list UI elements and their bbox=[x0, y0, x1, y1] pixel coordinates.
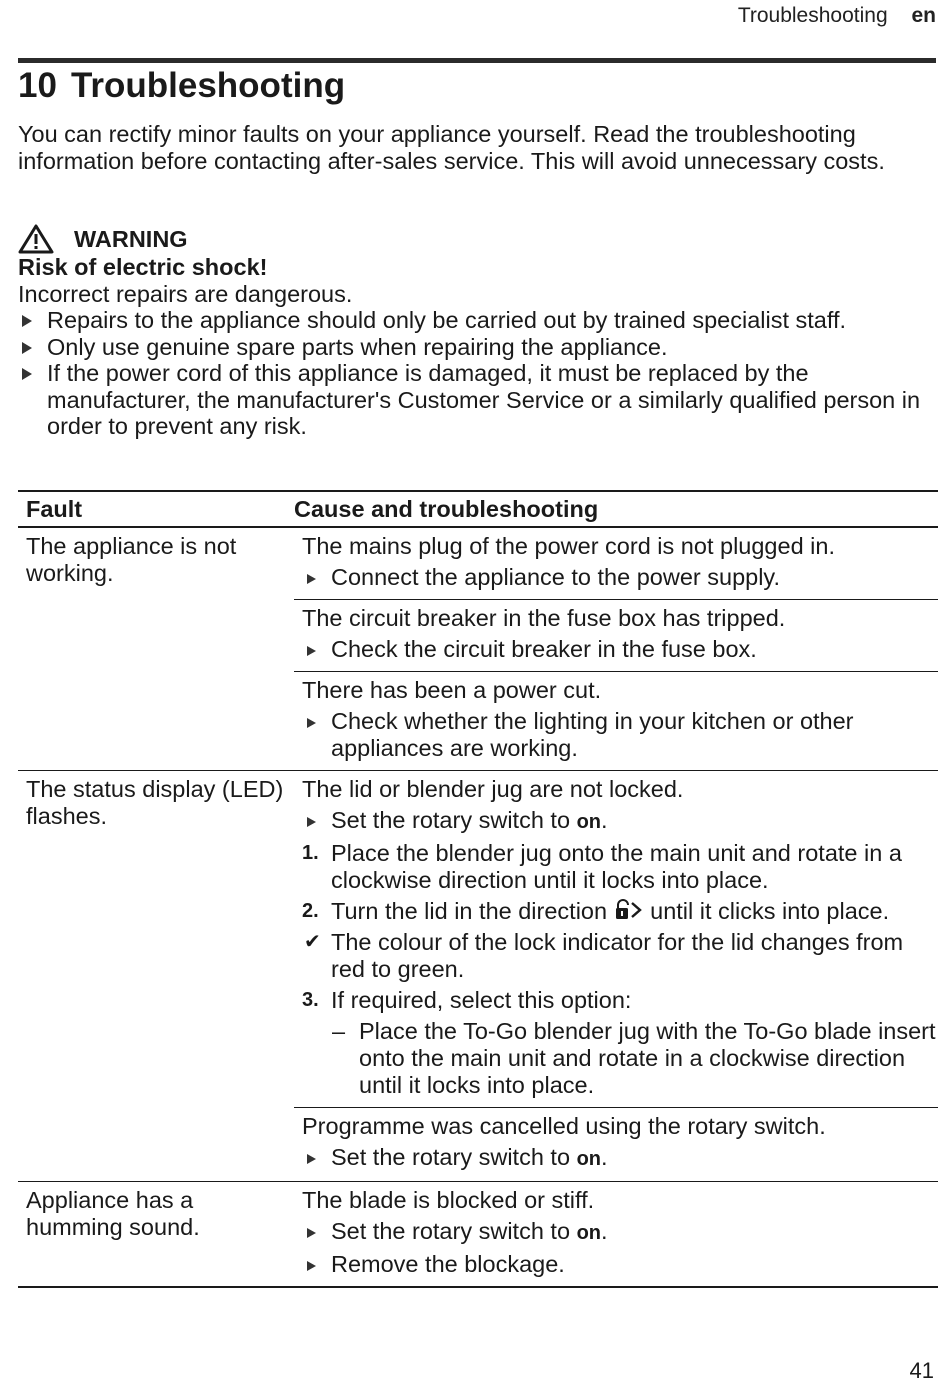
header-fault: Fault bbox=[26, 495, 83, 522]
cause-cell bbox=[294, 1182, 938, 1286]
warning-box bbox=[18, 224, 933, 440]
action-text: Set the rotary switch to bbox=[331, 1218, 571, 1244]
action-item: Connect the appliance to the power supply. bbox=[302, 564, 938, 591]
warning-heading bbox=[18, 224, 933, 254]
lock-direction-icon bbox=[614, 899, 644, 921]
cause-text: The blade is blocked or stiff. bbox=[302, 1187, 595, 1213]
action-item bbox=[302, 1144, 938, 1173]
checkmark-icon: ✔ bbox=[304, 931, 321, 953]
step-item bbox=[302, 898, 938, 925]
cause-block bbox=[294, 771, 938, 1107]
step-item bbox=[302, 987, 938, 1014]
step-number: 3. bbox=[302, 989, 319, 1011]
page-number: 41 bbox=[909, 1358, 934, 1383]
warning-item: Repairs to the appliance should only be carried out by trained specialist staff. bbox=[18, 307, 933, 334]
action-suffix: . bbox=[601, 1218, 608, 1244]
step-text: Turn the lid in the direction bbox=[331, 898, 608, 924]
action-suffix: . bbox=[601, 1144, 608, 1170]
warning-item: Only use genuine spare parts when repairing the appliance. bbox=[18, 334, 933, 361]
step-number: 1. bbox=[302, 842, 319, 864]
warning-headline: Risk of electric shock! bbox=[18, 254, 268, 280]
header-rule bbox=[18, 58, 936, 63]
cause-text: The lid or blender jug are not locked. bbox=[302, 776, 684, 802]
action-item bbox=[302, 807, 938, 836]
running-header bbox=[738, 4, 936, 28]
troubleshooting-table bbox=[18, 490, 938, 1288]
page-title bbox=[18, 66, 345, 106]
fault-cell: Appliance has a humming sound. bbox=[26, 1187, 200, 1240]
warning-item: If the power cord of this appliance is damaged, it must be replaced by the manufacturer, the manufacturer's Customer Service or a similarly qualified person in order to prevent any risk. bbox=[18, 360, 933, 440]
result-text: The colour of the lock indicator for the lid changes from red to green. bbox=[331, 929, 904, 982]
fault-cell: The status display (LED) flashes. bbox=[26, 776, 284, 829]
switch-position-on: on bbox=[576, 1222, 601, 1244]
cause-cell bbox=[294, 771, 938, 1181]
running-header-section: Troubleshooting bbox=[737, 4, 888, 27]
action-item: Remove the blockage. bbox=[302, 1251, 938, 1278]
option-item: – Place the To-Go blender jug with the To-Go blade insert onto the main unit and rotate in a clockwise direction until it locks into place. bbox=[302, 1018, 938, 1099]
table-header bbox=[18, 492, 938, 527]
action-item: Check the circuit breaker in the fuse box. bbox=[302, 636, 938, 663]
cause-block bbox=[294, 599, 938, 671]
language-code: en bbox=[911, 4, 936, 27]
chapter-title: Troubleshooting bbox=[70, 66, 346, 105]
table-row bbox=[18, 1181, 938, 1286]
table-row bbox=[18, 527, 938, 770]
chapter-number: 10 bbox=[18, 66, 57, 105]
action-suffix: . bbox=[601, 807, 608, 833]
warning-triangle-icon bbox=[18, 224, 54, 254]
warning-label: WARNING bbox=[74, 225, 188, 252]
switch-position-on: on bbox=[576, 1148, 601, 1170]
header-cause: Cause and troubleshooting bbox=[294, 495, 599, 522]
table-row bbox=[18, 770, 938, 1181]
intro-paragraph: You can rectify minor faults on your appliance yourself. Read the troubleshooting information before contacting after-sales service. This will avoid unnecessary costs. bbox=[18, 121, 885, 174]
cause-text: Programme was cancelled using the rotary switch. bbox=[302, 1113, 826, 1139]
action-item bbox=[302, 1218, 938, 1247]
warning-statement: Incorrect repairs are dangerous. bbox=[18, 280, 353, 307]
step-item bbox=[302, 840, 938, 894]
warning-list bbox=[18, 307, 933, 440]
step-number: 2. bbox=[302, 900, 319, 922]
cause-text: There has been a power cut. bbox=[302, 677, 602, 703]
action-text: Set the rotary switch to bbox=[331, 807, 571, 833]
fault-cell: The appliance is not working. bbox=[26, 533, 237, 586]
action-text: Set the rotary switch to bbox=[331, 1144, 571, 1170]
step-text: until it clicks into place. bbox=[650, 898, 890, 924]
cause-text: The mains plug of the power cord is not plugged in. bbox=[302, 533, 835, 559]
cause-block bbox=[294, 1107, 938, 1181]
cause-block bbox=[294, 671, 938, 770]
result-item bbox=[302, 929, 938, 983]
action-item: Check whether the lighting in your kitchen or other appliances are working. bbox=[302, 708, 938, 762]
cause-block bbox=[294, 528, 938, 599]
cause-cell bbox=[294, 528, 938, 770]
switch-position-on: on bbox=[576, 811, 601, 833]
step-text: Place the blender jug onto the main unit and rotate in a clockwise direction until it locks into place. bbox=[331, 840, 902, 893]
cause-block bbox=[294, 1182, 938, 1286]
step-text: If required, select this option: bbox=[331, 987, 632, 1013]
cause-text: The circuit breaker in the fuse box has tripped. bbox=[302, 605, 786, 631]
